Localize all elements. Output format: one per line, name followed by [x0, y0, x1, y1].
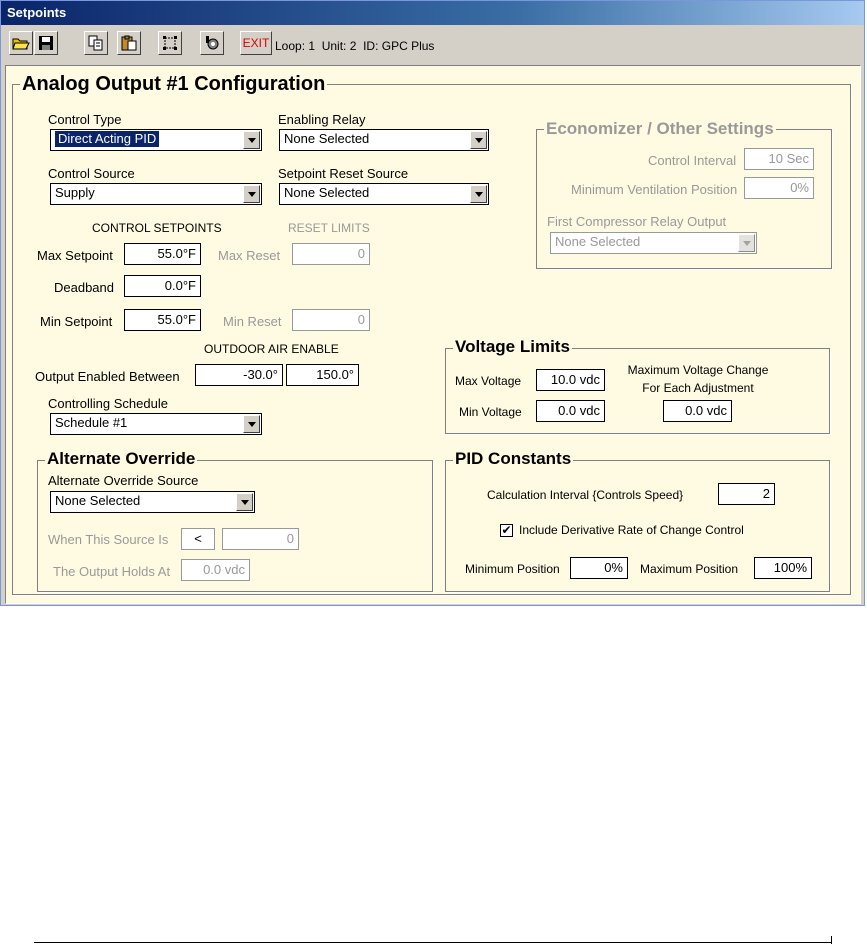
control-setpoints-header: CONTROL SETPOINTS: [92, 221, 222, 235]
tool-settings-icon: [204, 35, 220, 51]
max-position-label: Maximum Position: [640, 562, 739, 576]
enabling-relay-select[interactable]: [279, 129, 489, 151]
setpoint-reset-source-select[interactable]: [279, 183, 489, 205]
first-compressor-label: First Compressor Relay Output: [547, 214, 727, 229]
control-type-select[interactable]: [50, 129, 262, 151]
min-vent-position-field[interactable]: 0%: [744, 177, 814, 199]
deadband-label: Deadband: [54, 280, 114, 295]
output-enabled-label: Output Enabled Between: [35, 369, 180, 384]
min-reset-field[interactable]: 0: [292, 309, 370, 331]
min-setpoint-field[interactable]: 55.0°F: [124, 309, 201, 331]
title-bar: [1, 1, 864, 25]
max-position-field[interactable]: 100%: [754, 557, 812, 579]
alternate-override-source-value: None Selected: [55, 493, 141, 508]
control-interval-label: Control Interval: [648, 153, 737, 168]
controlling-schedule-value: Schedule #1: [55, 415, 128, 430]
paste-button[interactable]: [117, 31, 141, 55]
chevron-down-icon[interactable]: [243, 415, 260, 433]
control-type-value: Direct Acting PID: [55, 131, 159, 147]
max-voltage-field[interactable]: 10.0 vdc: [536, 369, 605, 391]
copy-button[interactable]: [84, 31, 108, 55]
min-reset-label: Min Reset: [223, 314, 282, 329]
save-button[interactable]: [34, 31, 58, 55]
paste-icon: [121, 35, 137, 51]
checkmark-icon: ✔: [501, 523, 512, 537]
calc-interval-label: Calculation Interval {Controls Speed}: [487, 488, 684, 502]
max-setpoint-label: Max Setpoint: [37, 248, 113, 263]
output-holds-at-label: The Output Holds At: [53, 564, 171, 579]
control-source-value: Supply: [55, 185, 95, 200]
id-label: ID: GPC Plus: [363, 39, 435, 53]
exit-button[interactable]: EXIT: [240, 31, 272, 55]
alternate-override-title: Alternate Override: [47, 449, 196, 468]
output-holds-at-field[interactable]: 0.0 vdc: [181, 559, 250, 581]
min-setpoint-label: Min Setpoint: [40, 314, 113, 329]
select-region-button[interactable]: [158, 31, 182, 55]
control-source-select[interactable]: [50, 183, 262, 205]
economizer-title: Economizer / Other Settings: [546, 119, 774, 138]
select-region-icon: [162, 35, 178, 51]
min-voltage-field[interactable]: 0.0 vdc: [536, 400, 605, 422]
oa-enable-low-field[interactable]: -30.0°: [195, 364, 283, 386]
chevron-down-icon[interactable]: [738, 234, 755, 252]
open-button[interactable]: [9, 31, 33, 55]
chevron-down-icon[interactable]: [243, 131, 260, 149]
operator-select[interactable]: <: [181, 528, 215, 550]
controlling-schedule-select[interactable]: [50, 413, 262, 435]
for-each-adjustment-label: For Each Adjustment: [642, 381, 754, 395]
min-position-label: Minimum Position: [465, 562, 560, 576]
max-voltage-change-field[interactable]: 0.0 vdc: [663, 400, 732, 422]
controlling-schedule-label: Controlling Schedule: [48, 396, 168, 411]
enabling-relay-value: None Selected: [284, 131, 370, 146]
enabling-relay-label: Enabling Relay: [278, 112, 366, 127]
config-panel: [5, 65, 861, 604]
first-compressor-value: None Selected: [555, 234, 641, 249]
tool-settings-button[interactable]: [200, 31, 224, 55]
loop-unit-id-info: [275, 39, 434, 53]
voltage-limits-title: Voltage Limits: [455, 337, 570, 356]
open-folder-icon: [12, 35, 30, 51]
page-divider: [34, 942, 831, 943]
derivative-label: Include Derivative Rate of Change Control: [519, 523, 744, 537]
oa-enable-high-field[interactable]: 150.0°: [286, 364, 359, 386]
min-position-field[interactable]: 0%: [570, 557, 628, 579]
alternate-override-source-select[interactable]: [50, 491, 255, 513]
unit-label: Unit: 2: [321, 39, 357, 53]
outdoor-air-enable-header: OUTDOOR AIR ENABLE: [204, 342, 339, 356]
setpoint-reset-source-value: None Selected: [284, 185, 370, 200]
page-divider-tick: [831, 936, 832, 944]
chevron-down-icon[interactable]: [470, 185, 487, 203]
min-vent-position-label: Minimum Ventilation Position: [571, 182, 738, 197]
window-title: Setpoints: [7, 5, 67, 20]
alternate-override-source-label: Alternate Override Source: [48, 473, 199, 488]
chevron-down-icon[interactable]: [243, 185, 260, 203]
copy-icon: [88, 35, 104, 51]
max-reset-field[interactable]: 0: [292, 243, 370, 265]
deadband-field[interactable]: 0.0°F: [124, 275, 201, 297]
max-setpoint-field[interactable]: 55.0°F: [124, 243, 201, 265]
toolbar: [1, 25, 864, 63]
max-voltage-label: Max Voltage: [455, 374, 522, 388]
first-compressor-select[interactable]: [550, 232, 757, 254]
pid-constants-title: PID Constants: [455, 449, 572, 468]
setpoint-reset-source-label: Setpoint Reset Source: [278, 166, 409, 181]
control-interval-field[interactable]: 10 Sec: [744, 148, 814, 170]
max-voltage-change-label: Maximum Voltage Change: [627, 363, 769, 377]
analog-output-title: Analog Output #1 Configuration: [22, 73, 326, 95]
control-source-label: Control Source: [48, 166, 135, 181]
chevron-down-icon[interactable]: [236, 493, 253, 511]
max-reset-label: Max Reset: [218, 248, 281, 263]
min-voltage-label: Min Voltage: [459, 405, 522, 419]
chevron-down-icon[interactable]: [470, 131, 487, 149]
reset-limits-header: RESET LIMITS: [288, 221, 370, 235]
when-source-value-field[interactable]: 0: [222, 528, 299, 550]
save-disk-icon: [38, 35, 54, 51]
calc-interval-field[interactable]: 2: [718, 483, 775, 505]
when-this-source-is-label: When This Source Is: [48, 532, 169, 547]
derivative-checkbox[interactable]: [500, 524, 513, 537]
control-type-label: Control Type: [48, 112, 122, 127]
loop-label: Loop: 1: [275, 39, 316, 53]
